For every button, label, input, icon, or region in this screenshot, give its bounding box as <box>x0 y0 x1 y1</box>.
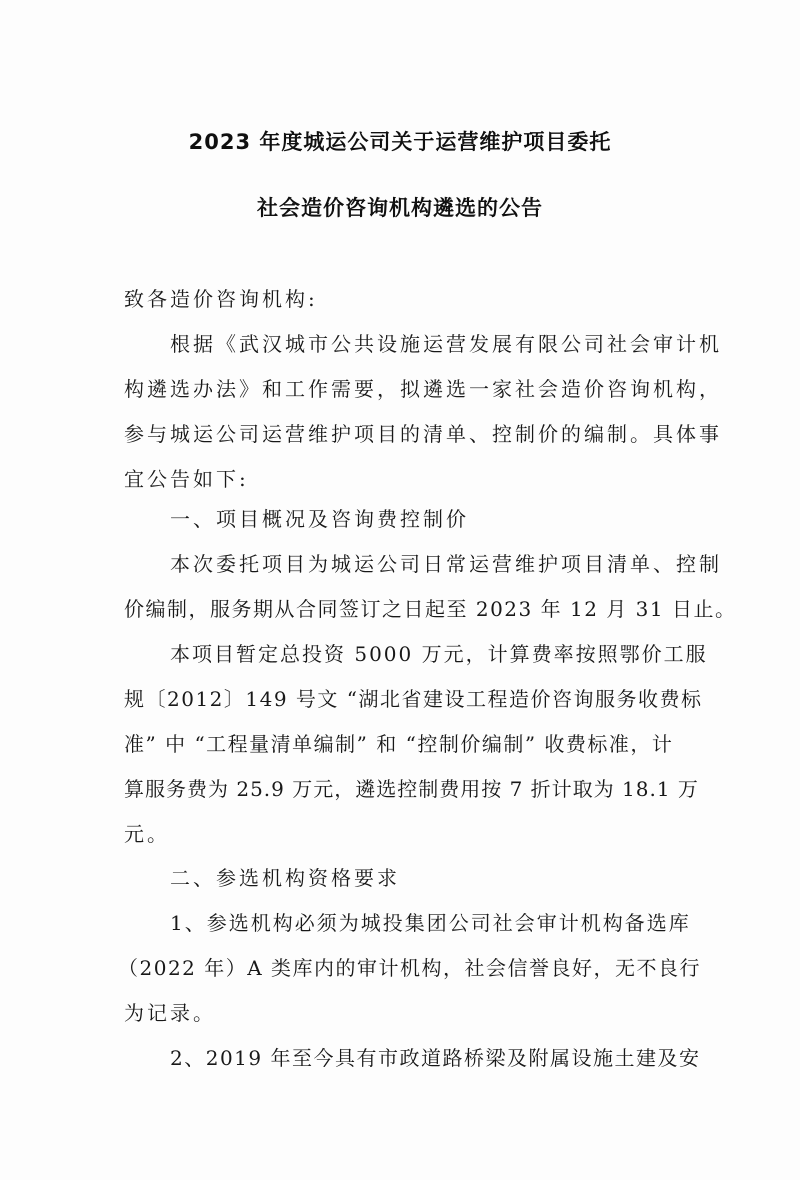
paragraph-line: 宜公告如下: <box>124 467 249 491</box>
paragraph-line: （2022 年）A 类库内的审计机构，社会信誉良好，无不良行 <box>118 956 702 980</box>
paragraph-line: 算服务费为 25.9 万元，遴选控制费用按 7 折计取为 18.1 万 <box>124 777 699 801</box>
paragraph-line: 规〔2012〕149 号文 “湖北省建设工程造价咨询服务收费标 <box>124 687 703 711</box>
paragraph-line: 准” 中 “工程量清单编制” 和 “控制价编制” 收费标准，计 <box>124 732 674 756</box>
paragraph-line: 为记录。 <box>124 1001 216 1025</box>
salutation: 致各造价咨询机构: <box>124 287 318 311</box>
section-heading: 一、项目概况及咨询费控制价 <box>170 507 469 531</box>
paragraph-line: 2、2019 年至今具有市政道路桥梁及附属设施土建及安 <box>170 1046 701 1070</box>
paragraph-line: 本项目暂定总投资 5000 万元，计算费率按照鄂价工服 <box>170 642 708 666</box>
paragraph-line: 本次委托项目为城运公司日常运营维护项目清单、控制 <box>170 552 722 576</box>
paragraph-line: 价编制，服务期从合同签订之日起至 2023 年 12 月 31 日止。 <box>124 597 737 621</box>
paragraph-line: 构遴选办法》和工作需要，拟遴选一家社会造价咨询机构， <box>124 377 722 401</box>
paragraph-line: 参与城运公司运营维护项目的清单、控制价的编制。具体事 <box>124 422 722 446</box>
section-heading: 二、参选机构资格要求 <box>170 866 400 890</box>
paragraph-line: 元。 <box>124 822 170 846</box>
document-title-line-1: 2023 年度城运公司关于运营维护项目委托 <box>188 130 612 154</box>
paragraph-line: 根据《武汉城市公共设施运营发展有限公司社会审计机 <box>170 332 722 356</box>
paragraph-line: 1、参选机构必须为城投集团公司社会审计机构备选库 <box>170 911 691 935</box>
document-title-line-2: 社会造价咨询机构遴选的公告 <box>257 196 543 220</box>
